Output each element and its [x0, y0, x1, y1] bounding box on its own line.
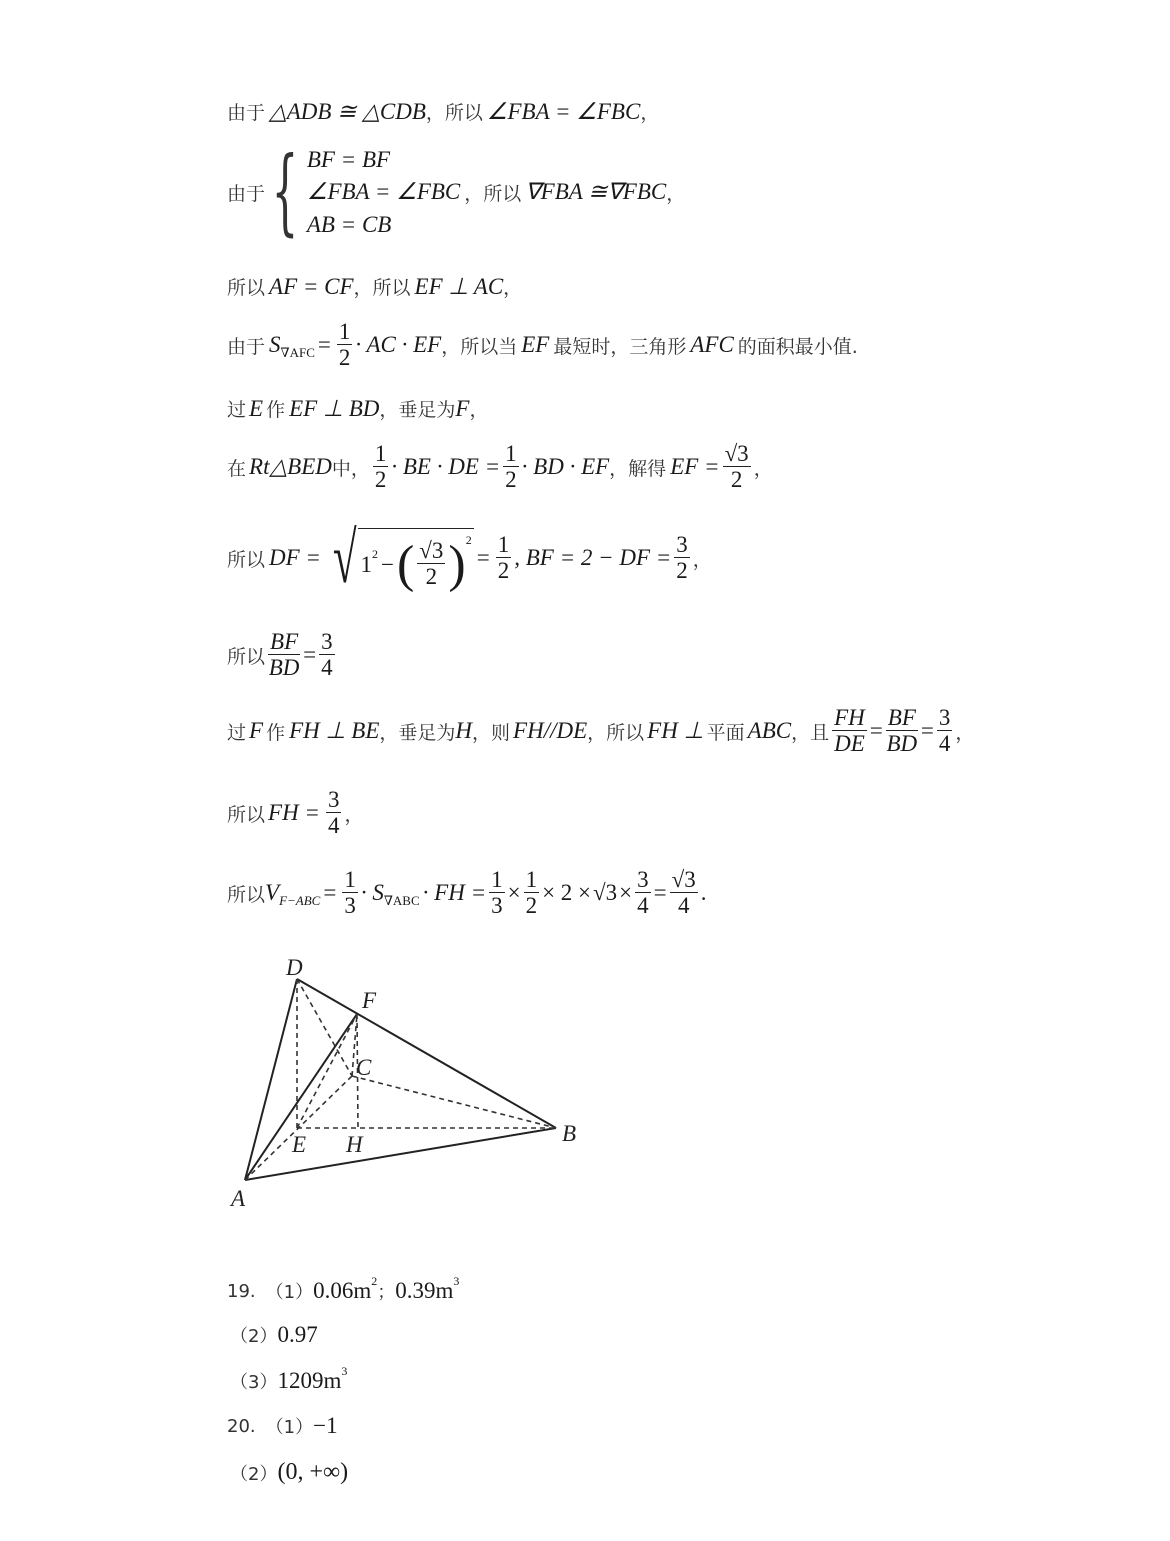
text: 由于 [227, 182, 266, 205]
math: S [269, 332, 281, 358]
text: ， [753, 457, 773, 480]
text: 所以 [227, 803, 266, 826]
denominator: 2 [525, 893, 538, 919]
denominator: 3 [344, 893, 356, 919]
fraction [337, 320, 353, 370]
point-label-D: D [286, 955, 303, 980]
math: . [700, 880, 707, 906]
proof-line-8 [227, 630, 338, 680]
text: 由于 [227, 102, 266, 124]
proof-line-9 [227, 706, 974, 756]
text: 所以 [227, 883, 266, 906]
math: Rt△BED [249, 454, 332, 480]
answer-19-2 [230, 1322, 318, 1348]
fraction [417, 539, 445, 589]
denominator: 4 [938, 731, 951, 757]
fraction [832, 706, 867, 756]
denominator: BD [886, 731, 918, 757]
point-label-A: A [231, 1186, 246, 1211]
text: 所以 [227, 645, 266, 668]
denominator: 4 [321, 655, 333, 681]
text: ， [344, 803, 364, 826]
numerator: 1 [344, 867, 356, 892]
math: , BF = 2 − DF = [514, 545, 672, 570]
math: · AC · EF [355, 332, 442, 358]
math: × 2 × [542, 880, 592, 906]
edge-CB [352, 1076, 556, 1128]
superscript: 2 [371, 1273, 378, 1288]
answer-value: 1209m [277, 1368, 342, 1393]
congruence-statement: ∇FBA ≅∇FBC [525, 179, 667, 204]
equation: AF = CF [269, 273, 354, 299]
text: 所以 [227, 277, 266, 299]
subscript: F−ABC [279, 893, 321, 909]
numerator: √3 [724, 441, 749, 466]
denominator: 4 [637, 893, 649, 919]
denominator: 2 [505, 467, 517, 493]
answer-19-3 [230, 1363, 348, 1394]
math: = [317, 332, 331, 358]
text: 作 [266, 721, 286, 744]
math: EF ⊥ BD [289, 395, 380, 421]
denominator: BD [268, 655, 300, 681]
fraction [524, 868, 540, 918]
math: × [619, 880, 633, 906]
point-label-H: H [346, 1132, 363, 1157]
question-number: 19. [227, 1280, 256, 1302]
denominator: 4 [327, 813, 340, 839]
denominator: 2 [676, 557, 688, 583]
text: ，解得 [609, 457, 667, 480]
numerator: 1 [491, 867, 503, 892]
math: √3 [593, 880, 618, 906]
answer-value: (0, +∞) [277, 1459, 349, 1485]
math: E [249, 395, 264, 421]
subscript: ∇ABC [383, 893, 420, 909]
left-brace: { [271, 137, 299, 246]
numerator: 1 [497, 531, 510, 557]
answer-value: 0.39m [395, 1278, 454, 1303]
numerator: √3 [671, 867, 696, 892]
proof-line-5 [227, 395, 488, 422]
math: = [920, 718, 934, 744]
right-paren: ) [448, 536, 466, 593]
superscript: 3 [341, 1363, 348, 1378]
fraction [268, 630, 300, 680]
superscript: 2 [465, 533, 472, 547]
numerator: 1 [374, 441, 387, 466]
proof-line-10 [227, 788, 363, 838]
math: FH//DE [513, 718, 588, 744]
denominator: 2 [338, 345, 351, 371]
text: ，垂足为 [379, 399, 456, 421]
math: F [249, 718, 264, 744]
answer-20-1 [227, 1413, 338, 1439]
text: ，所以当 [441, 335, 518, 358]
math: = [476, 545, 490, 570]
text: ， [503, 277, 523, 299]
numerator: √3 [419, 538, 444, 564]
denominator: DE [834, 731, 865, 757]
text: 的面积最小值. [737, 335, 858, 358]
math: FH = [268, 800, 320, 826]
point-label-F: F [362, 988, 377, 1013]
radical-sign: √ [332, 518, 357, 598]
angle-equality: ∠FBA = ∠FBC [486, 98, 641, 124]
superscript: 2 [371, 547, 378, 561]
part-label: （2） [230, 1463, 278, 1485]
proof-line-6 [227, 442, 773, 492]
radicand [358, 528, 473, 594]
separator: ； [377, 1282, 396, 1303]
text: ，所以 [353, 277, 411, 299]
math: FH ⊥ BE [289, 718, 380, 744]
edge-DA [245, 979, 297, 1180]
math: · FH = [422, 880, 487, 906]
answer-value: −1 [313, 1413, 338, 1438]
text: 在 [227, 457, 247, 480]
answer-value: 0.97 [277, 1322, 318, 1347]
text: ，且 [791, 721, 830, 744]
text: ， [955, 721, 975, 744]
equation-system [265, 137, 686, 246]
congruence-statement: △ADB ≅ △CDB [269, 98, 426, 124]
math: 1 [360, 551, 372, 577]
numerator: 1 [525, 867, 538, 892]
text: 作 [266, 399, 286, 421]
numerator: BF [270, 629, 299, 654]
point-label-E: E [292, 1132, 307, 1157]
denominator: 4 [677, 893, 690, 919]
denominator: 2 [374, 467, 387, 493]
text: ，所以 [464, 182, 522, 205]
proof-line-4 [227, 320, 858, 370]
system-line: AB = CB [306, 211, 392, 237]
fraction [326, 788, 342, 838]
superscript: 3 [453, 1273, 460, 1288]
tetrahedron-diagram [220, 945, 600, 1215]
text: ，所以 [425, 102, 483, 124]
text: ， [666, 182, 686, 205]
math: EF [521, 332, 550, 358]
math: × [507, 880, 521, 906]
text: 平面 [706, 721, 745, 744]
fraction [635, 868, 651, 918]
part-label: （1） [265, 1282, 314, 1303]
math: EF = [670, 454, 720, 480]
answer-20-2 [230, 1459, 348, 1486]
denominator: 3 [491, 893, 503, 919]
math: V [265, 880, 280, 906]
fraction [937, 706, 953, 756]
text: 最短时，三角形 [553, 335, 687, 358]
text: ，则 [472, 721, 511, 744]
text: 所以 [227, 548, 266, 571]
fraction [723, 442, 751, 492]
denominator: 2 [730, 467, 743, 493]
subscript: ∇AFC [280, 345, 315, 361]
denominator: 2 [497, 557, 510, 583]
left-paren: ( [396, 536, 415, 593]
fraction [319, 630, 335, 680]
math: F [455, 395, 470, 421]
text: 由于 [227, 335, 266, 358]
proof-line-1 [227, 98, 659, 125]
math: = [303, 642, 317, 668]
numerator: 3 [938, 705, 951, 730]
numerator: 1 [505, 441, 517, 466]
answer-value: 0.06m [313, 1278, 372, 1303]
fraction [373, 442, 389, 492]
text: ，垂足为 [379, 721, 456, 744]
text: 过 [227, 721, 247, 744]
text: ， [692, 548, 712, 571]
text: ， [640, 102, 660, 124]
math: DF = [269, 545, 321, 570]
text: 过 [227, 399, 247, 421]
numerator: 3 [676, 531, 688, 557]
math: = [869, 718, 883, 744]
fraction [886, 706, 918, 756]
math: · S [360, 880, 384, 906]
fraction [503, 442, 519, 492]
system-line: ∠FBA = ∠FBC [306, 179, 461, 204]
answer-19-1 [227, 1273, 460, 1304]
proof-line-3 [227, 273, 522, 300]
text: ， [469, 399, 489, 421]
numerator: 3 [637, 867, 649, 892]
numerator: FH [834, 705, 865, 730]
proof-line-2 [227, 137, 686, 246]
point-label-C: C [356, 1055, 372, 1080]
fraction [670, 868, 698, 918]
part-label: （1） [265, 1417, 314, 1438]
numerator: 3 [321, 629, 333, 654]
fraction [496, 533, 512, 583]
part-label: （3） [230, 1372, 278, 1393]
numerator: 1 [338, 319, 351, 344]
math: = [653, 880, 667, 906]
fraction [674, 533, 690, 583]
system-line: BF = BF [306, 146, 391, 172]
part-label: （2） [230, 1326, 278, 1347]
math: · BD · EF [521, 454, 610, 480]
numerator: BF [887, 705, 916, 730]
math: AFC [690, 332, 734, 358]
text: ，所以 [587, 721, 645, 744]
text: 中， [331, 457, 370, 480]
math: H [455, 718, 473, 744]
math: = [323, 880, 337, 906]
edge-EF [297, 1014, 357, 1128]
denominator: 2 [425, 564, 438, 590]
numerator: 3 [327, 787, 340, 812]
square-root [325, 518, 474, 598]
fraction [489, 868, 505, 918]
point-label-B: B [562, 1121, 577, 1146]
math: FH ⊥ [647, 718, 704, 744]
math: · BE · DE = [391, 454, 501, 480]
equation: EF ⊥ AC [414, 273, 504, 299]
question-number: 20. [227, 1415, 256, 1437]
math: ABC [747, 718, 792, 744]
math: − [380, 551, 394, 577]
proof-line-7 [227, 518, 712, 598]
fraction [342, 868, 358, 918]
proof-line-11 [227, 868, 707, 918]
